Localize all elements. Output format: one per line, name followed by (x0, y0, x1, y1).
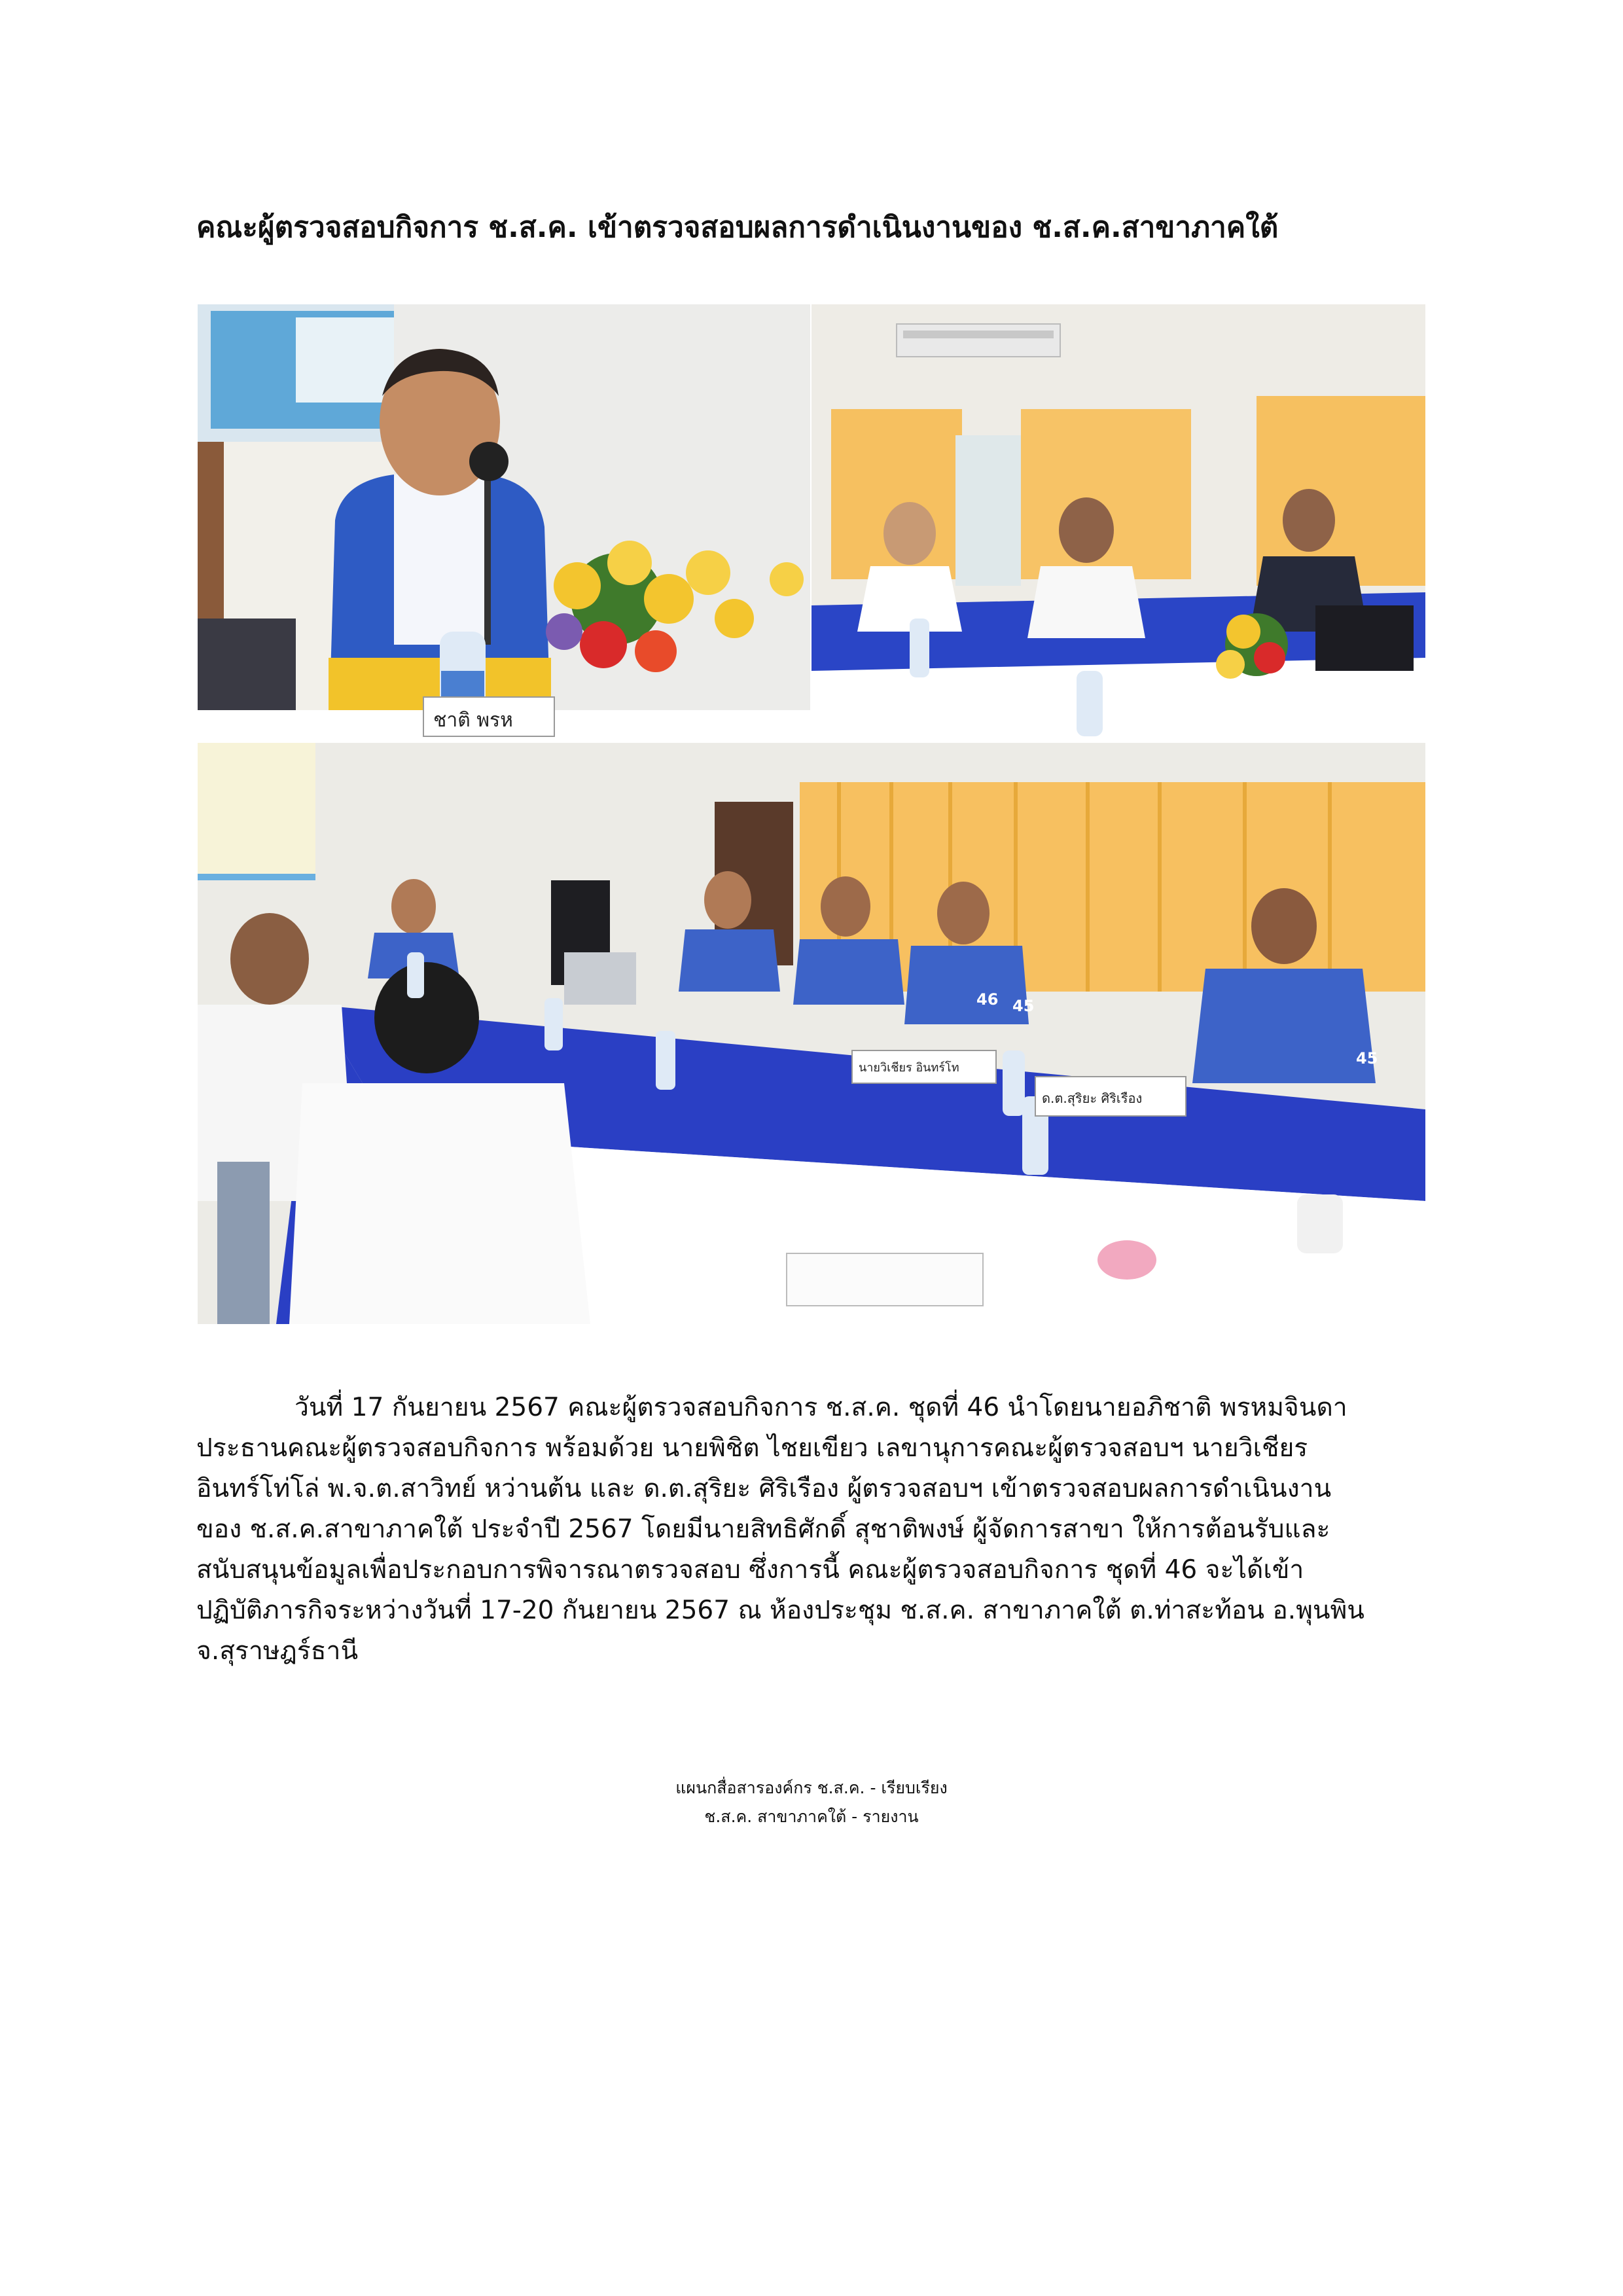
body-line: ประธานคณะผู้ตรวจสอบกิจการ พร้อมด้วย นายพิชิต ไชยเขียว เลขานุการคณะผู้ตรวจสอบฯ นายวิเชียร (196, 1433, 1308, 1463)
headline: คณะผู้ตรวจสอบกิจการ ช.ส.ค. เข้าตรวจสอบผลการดำเนินงานของ ช.ส.ค.สาขาภาคใต้ (196, 211, 1279, 244)
credits (0, 1774, 1623, 1831)
photo-officials (812, 304, 1425, 742)
nameplate-2: นายวิเชียร อินทร์โท (859, 1061, 959, 1075)
photo-meeting-room (198, 743, 1425, 1324)
shirt-number-3: 45 (1356, 1049, 1378, 1067)
nameplate-1: ด.ต.สุริยะ ศิริเรือง (1042, 1090, 1143, 1106)
nameplate-speaker: ชาติ พรห (433, 709, 513, 732)
photo-speaker (198, 304, 810, 742)
credit-reporter: ช.ส.ค. สาขาภาคใต้ - รายงาน (704, 1807, 919, 1826)
credit-editor: แผนกสื่อสารองค์กร ช.ส.ค. - เรียบเรียง (675, 1778, 948, 1797)
shirt-number-2: 46 (976, 990, 999, 1009)
body-line: อินทร์โท่โล่ พ.จ.ต.สาวิทย์ หว่านต้น และ ด.ต.สุริยะ ศิริเรือง ผู้ตรวจสอบฯ เข้าตรวจสอบผลการดำเนินงาน (196, 1474, 1332, 1503)
body-line: วันที่ 17 กันยายน 2567 คณะผู้ตรวจสอบกิจการ ช.ส.ค. ชุดที่ 46 นำโดยนายอภิชาติ พรหมจินดา (294, 1393, 1347, 1422)
body-line: จ.สุราษฎร์ธานี (196, 1636, 359, 1666)
body-line: ปฏิบัติภารกิจระหว่างวันที่ 17-20 กันยายน 2567 ณ ห้องประชุม ช.ส.ค. สาขาภาคใต้ ต.ท่าสะท้อน อ.พุนพิน (196, 1596, 1364, 1625)
body-line: ของ ช.ส.ค.สาขาภาคใต้ ประจำปี 2567 โดยมีนายสิทธิศักดิ์ สุชาติพงษ์ ผู้จัดการสาขา ให้การต้อนรับและ (196, 1515, 1330, 1544)
article-body (196, 1388, 1427, 1672)
shirt-number-1: 45 (1012, 997, 1035, 1015)
body-line: สนับสนุนข้อมูลเพื่อประกอบการพิจารณาตรวจสอบ ซึ่งการนี้ คณะผู้ตรวจสอบกิจการ ชุดที่ 46 จะได้เข้า (196, 1555, 1304, 1585)
